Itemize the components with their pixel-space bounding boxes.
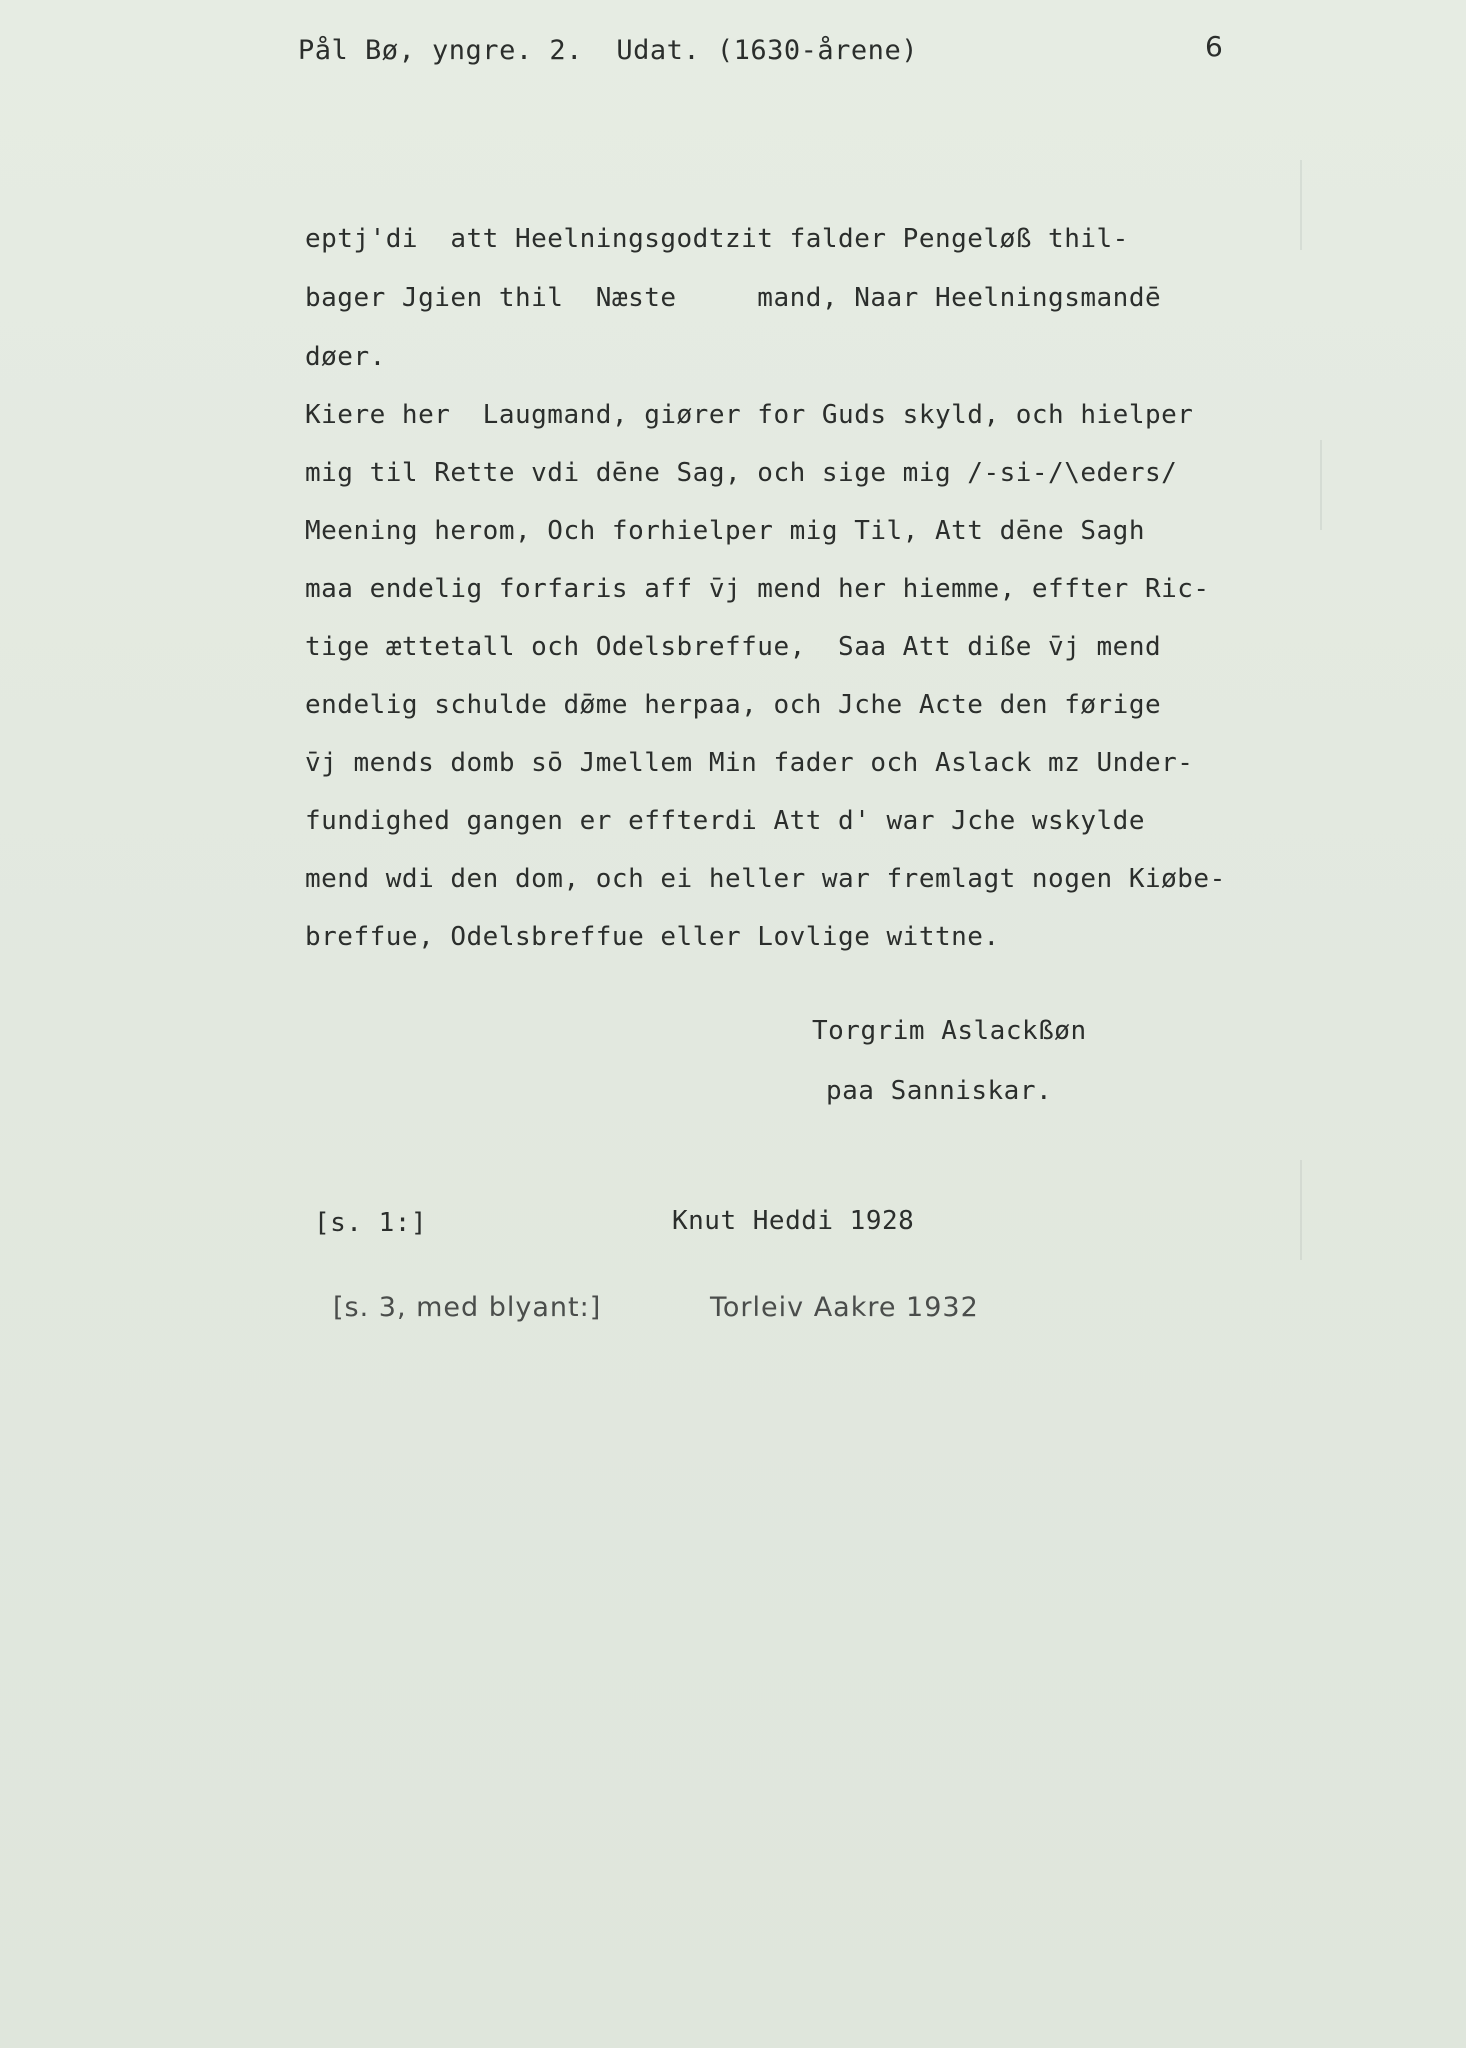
body-line: maa endelig forfaris aff v̄j mend her hiemme, effter Ric- <box>305 574 1210 604</box>
body-line: eptj'di att Heelningsgodtzit falder Pengeløß thil- <box>305 224 1129 254</box>
signature-name: Torgrim Aslackßøn <box>812 1016 1087 1046</box>
bleed-through-mark <box>1300 1160 1302 1260</box>
body-line: mend wdi den dom, och ei heller war fremlagt nogen Kiøbe- <box>305 864 1226 894</box>
page-header: Pål Bø, yngre. 2. Udat. (1630-årene) <box>298 35 918 66</box>
note-label: [s. 3, med blyant:] <box>333 1292 602 1323</box>
body-line: bager Jgien thil Næste mand, Naar Heelningsmandē <box>305 283 1162 313</box>
bleed-through-mark <box>1320 440 1322 530</box>
body-line: døer. <box>305 342 386 372</box>
body-line: tige ættetall och Odelsbreffue, Saa Att diße v̄j mend <box>305 632 1162 662</box>
body-line: mig til Rette vdi dēne Sag, och sige mig /-si-/\eders/ <box>305 458 1178 488</box>
signature-place: paa Sanniskar. <box>826 1076 1053 1106</box>
note-value: Torleiv Aakre 1932 <box>710 1292 979 1323</box>
body-line: fundighed gangen er effterdi Att d' war Jche wskylde <box>305 806 1145 836</box>
body-line: breffue, Odelsbreffue eller Lovlige wittne. <box>305 922 1000 952</box>
note-label: [s. 1:] <box>314 1208 428 1238</box>
body-line: Meening herom, Och forhielper mig Til, Att dēne Sagh <box>305 516 1145 546</box>
body-line: Kiere her Laugmand, giører for Guds skyld, och hielper <box>305 400 1194 430</box>
note-value: Knut Heddi 1928 <box>672 1206 915 1236</box>
body-line: v̄j mends domb sō Jmellem Min fader och Aslack mz Under- <box>305 748 1194 778</box>
page-number: 6 <box>1205 30 1224 63</box>
body-line: endelig schulde dø̄me herpaa, och Jche Acte den førige <box>305 690 1162 720</box>
bleed-through-mark <box>1300 160 1302 250</box>
